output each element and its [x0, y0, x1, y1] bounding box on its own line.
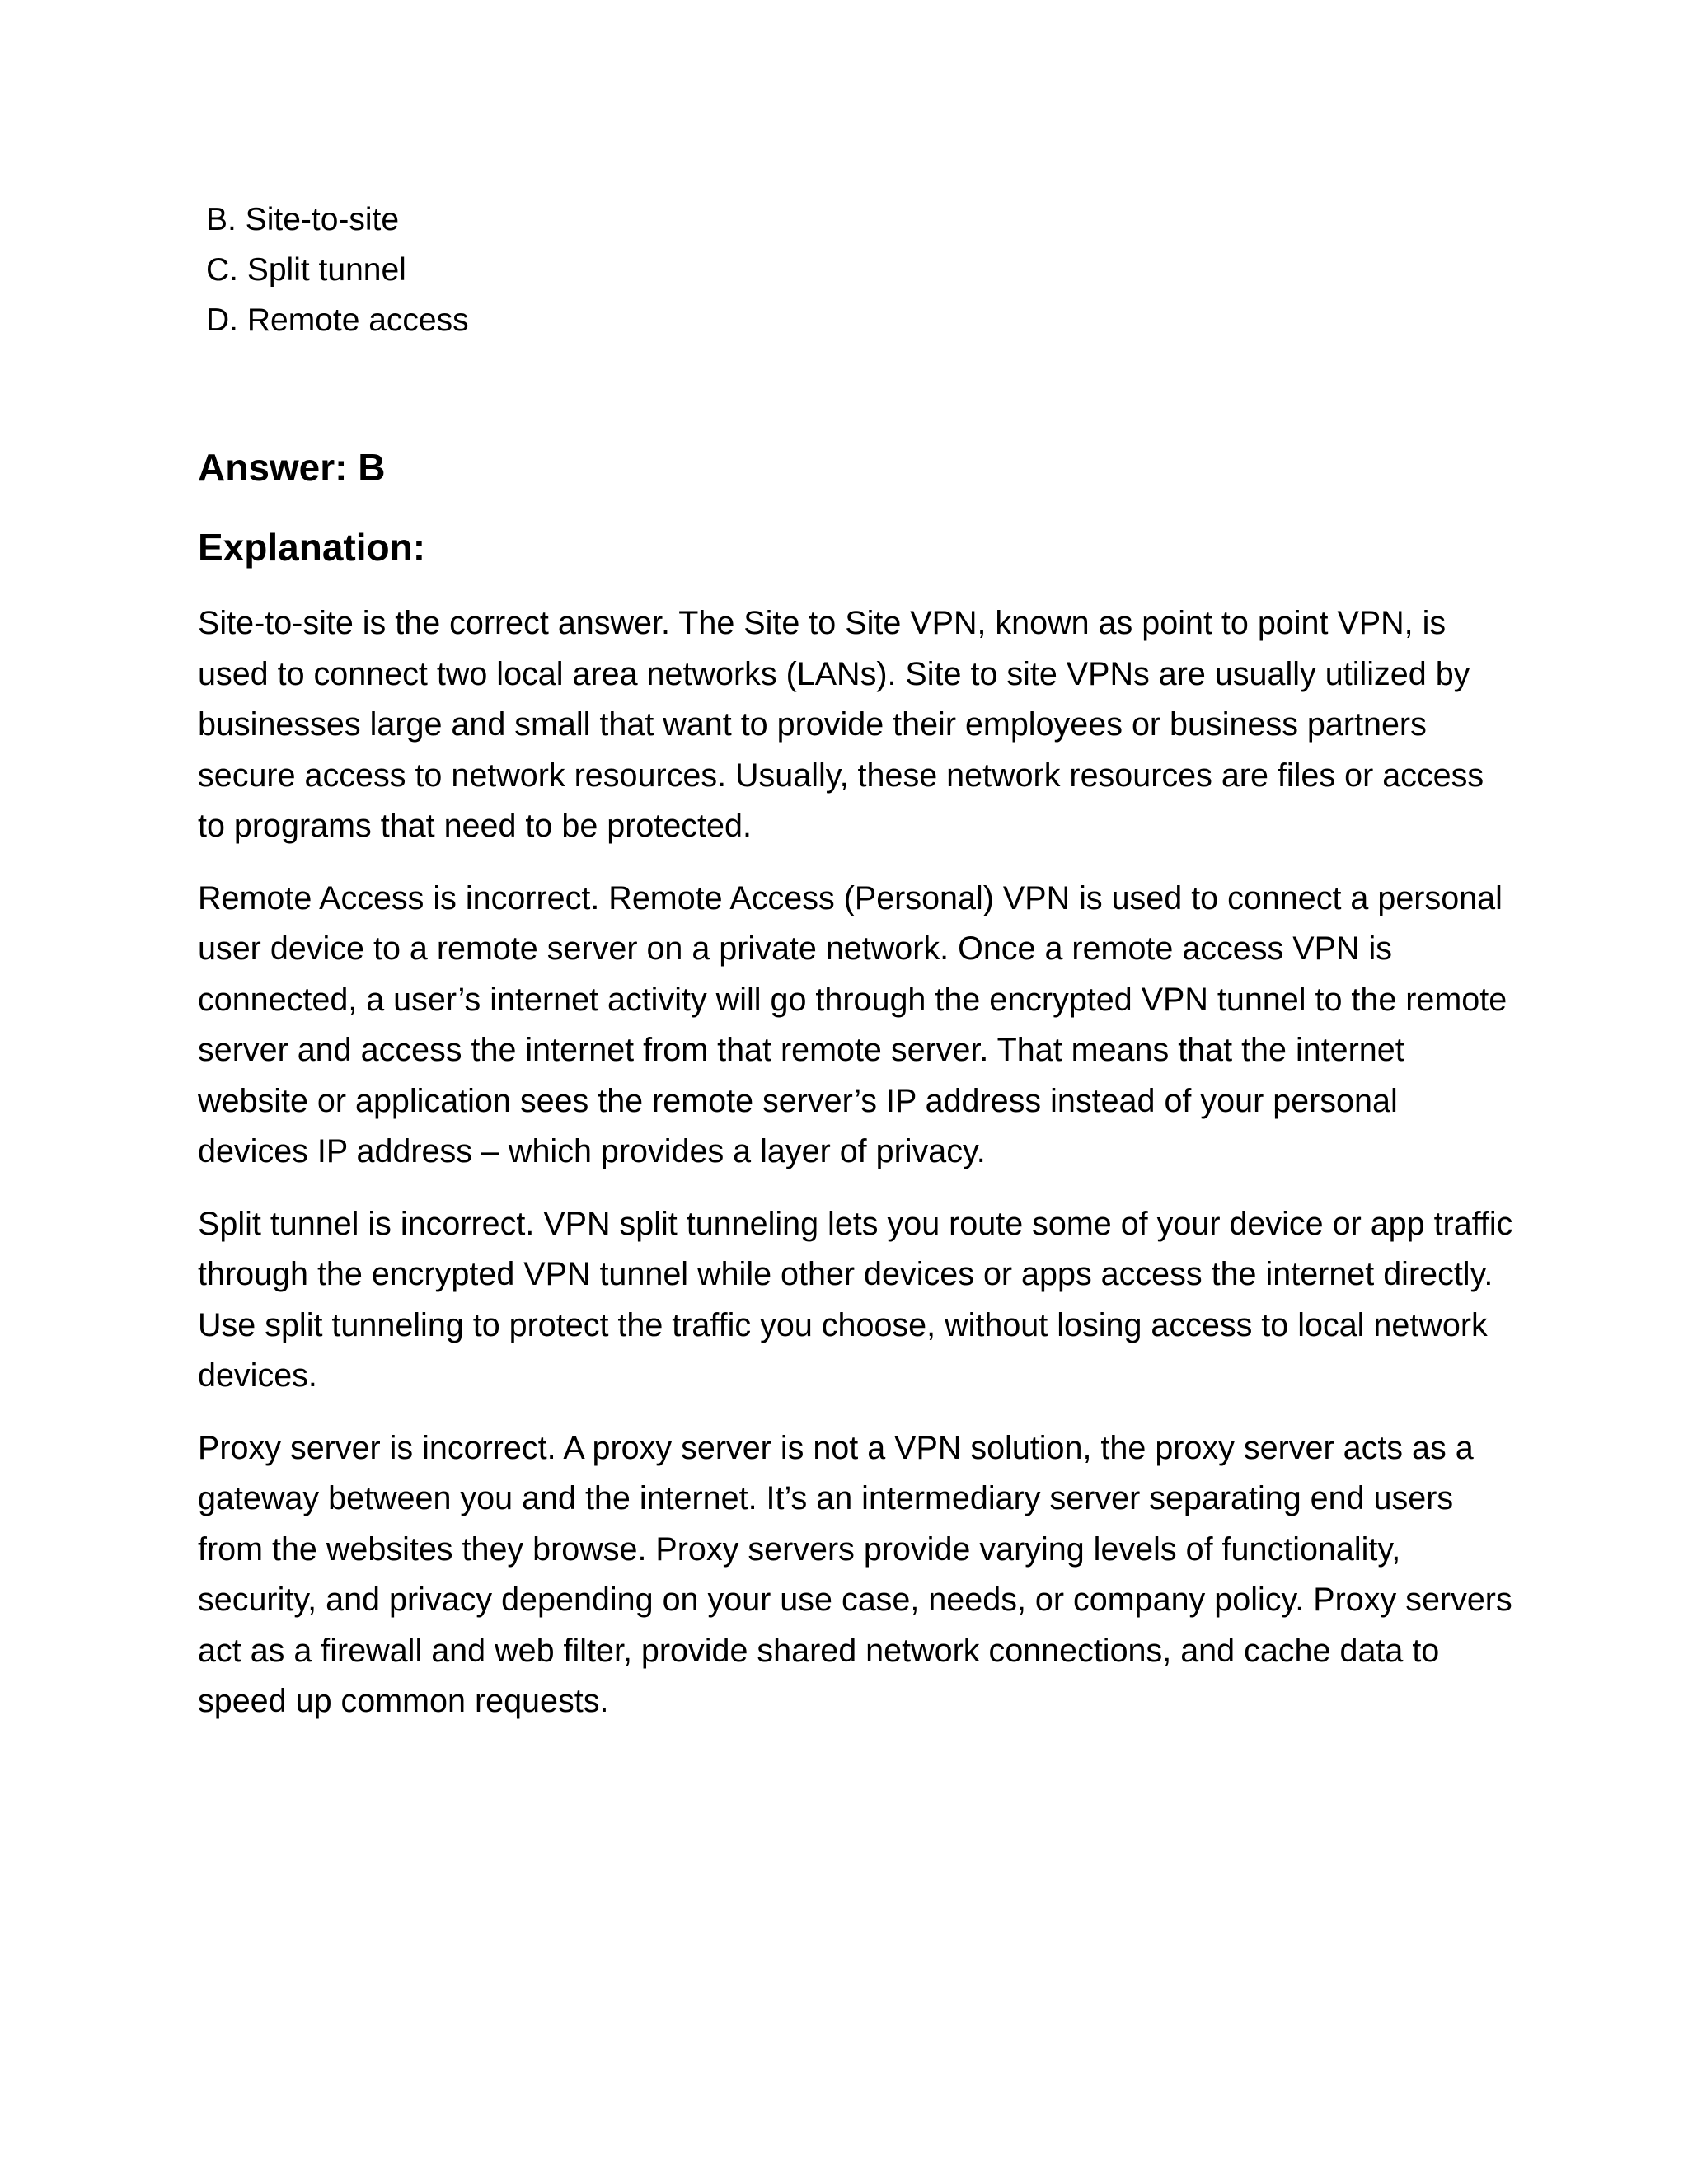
explanation-paragraph-site-to-site: Site-to-site is the correct answer. The Site to Site VPN, known as point to point VPN, is used to connect two local area networks (LANs). Site to site VPNs are usually utilized by businesses large and small that want to provide their employees or business partners secure access to network resources. Usually, these network resources are files or access to programs that need to be protected.: [198, 605, 1484, 844]
option-d: D. Remote access: [206, 302, 469, 338]
explanation-paragraph-proxy-server: Proxy server is incorrect. A proxy server is not a VPN solution, the proxy server acts as a gateway between you and the internet. It’s an intermediary server separating end users from the websites they browse. Proxy servers provide varying levels of functionality, security, and privacy depending on your use case, needs, or company policy. Proxy servers act as a firewall and web filter, provide shared network connections, and cache data to speed up common requests.: [198, 1429, 1512, 1719]
answer-heading: Answer: B: [198, 446, 386, 489]
option-c: C. Split tunnel: [206, 252, 406, 288]
document-page: [198, 194, 1517, 1727]
explanation-paragraph-remote-access: Remote Access is incorrect. Remote Access (Personal) VPN is used to connect a personal user device to a remote server on a private network. Once a remote access VPN is connected, a user’s internet activity will go through the encrypted VPN tunnel to the remote server and access the internet from that remote server. That means that the internet website or application sees the remote server’s IP address instead of your personal devices IP address – which provides a layer of privacy.: [198, 879, 1507, 1169]
option-b: B. Site-to-site: [206, 202, 400, 237]
explanation-heading: Explanation:: [198, 526, 426, 569]
explanation-paragraph-split-tunnel: Split tunnel is incorrect. VPN split tunneling lets you route some of your device or app traffic through the encrypted VPN tunnel while other devices or apps access the internet directly. Use split tunneling to protect the traffic you choose, without losing access to local network devices.: [198, 1205, 1513, 1394]
answer-options-list: [206, 194, 1517, 345]
